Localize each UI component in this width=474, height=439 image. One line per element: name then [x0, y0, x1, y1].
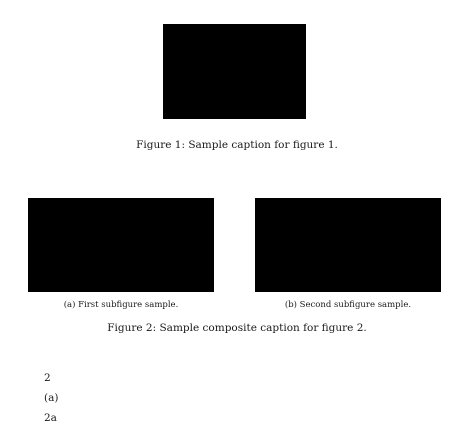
reference-figure-number: 2	[44, 372, 51, 384]
reference-combined: 2a	[44, 412, 57, 424]
reference-subfigure-label: (a)	[44, 392, 59, 404]
subfigure-b-caption: (b) Second subfigure sample.	[284, 300, 412, 310]
figure-1-caption: Figure 1: Sample caption for figure 1.	[136, 139, 338, 151]
figure-2-caption: Figure 2: Sample composite caption for figure 2.	[107, 322, 367, 334]
subfigure-a-caption: (a) First subfigure sample.	[63, 300, 179, 310]
subfigure-a-image	[28, 198, 214, 292]
subfigure-b-image	[255, 198, 441, 292]
figure-1-image	[163, 24, 306, 119]
